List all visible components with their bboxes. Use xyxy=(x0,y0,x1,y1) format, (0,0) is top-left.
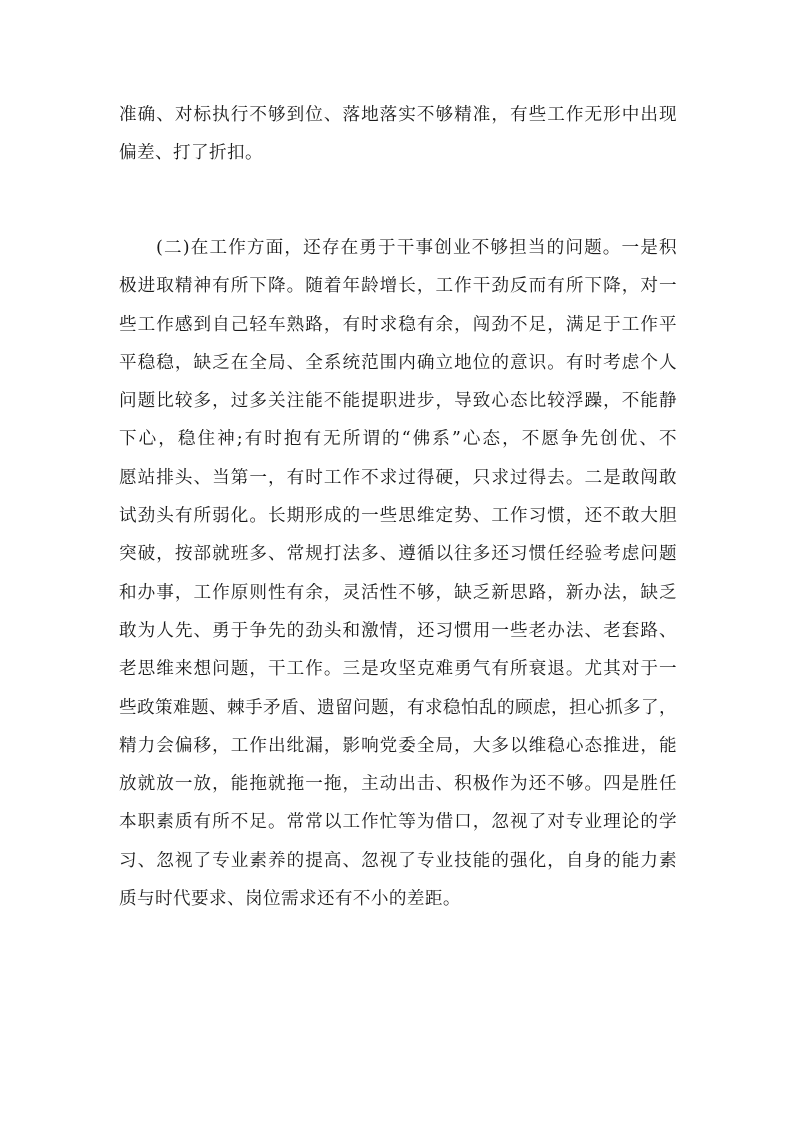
text-line: 老思维来想问题，干工作。三是攻坚克难勇气有所衰退。尤其对于一 xyxy=(119,659,677,680)
text-line: (二)在工作方面，还存在勇于干事创业不够担当的问题。一是积 xyxy=(156,238,677,258)
paragraph-work-aspect xyxy=(119,229,677,918)
text-line: 愿站排头、当第一，有时工作不求过得硬，只求过得去。二是敢闯敢 xyxy=(119,467,677,488)
text-line: 质与时代要求、岗位需求还有不小的差距。 xyxy=(119,889,461,910)
text-line: 试劲头有所弱化。长期形成的一些思维定势、工作习惯，还不敢大胆 xyxy=(119,506,677,527)
text-line: 些工作感到自己轻车熟路，有时求稳有余，闯劲不足，满足于工作平 xyxy=(119,314,677,335)
text-line: 精力会偏移，工作出纰漏，影响党委全局，大多以维稳心态推进，能 xyxy=(119,735,677,756)
text-line: 和办事，工作原则性有余，灵活性不够，缺乏新思路，新办法，缺乏 xyxy=(119,582,677,603)
text-line: 平稳稳，缺乏在全局、全系统范围内确立地位的意识。有时考虑个人 xyxy=(119,352,677,373)
paragraph-continuation xyxy=(119,96,677,173)
text-line: 习、忽视了专业素养的提高、忽视了专业技能的强化，自身的能力素 xyxy=(119,850,677,871)
text-line: 放就放一放，能拖就拖一拖，主动出击、积极作为还不够。四是胜任 xyxy=(119,774,677,795)
text-line: 敢为人先、勇于争先的劲头和激情，还习惯用一些老办法、老套路、 xyxy=(119,620,677,641)
text-line: 些政策难题、棘手矛盾、遗留问题，有求稳怕乱的顾虑，担心抓多了， xyxy=(119,697,677,718)
text-line: 本职素质有所不足。常常以工作忙等为借口，忽视了对专业理论的学 xyxy=(119,812,677,833)
text-line: 下心，稳住神;有时抱有无所谓的“佛系”心态，不愿争先创优、不 xyxy=(119,429,677,450)
text-line: 偏差、打了折扣。 xyxy=(119,143,263,164)
text-line: 准确、对标执行不够到位、落地落实不够精准，有些工作无形中出现 xyxy=(119,105,677,125)
text-line: 突破，按部就班多、常规打法多、遵循以往多还习惯任经验考虑问题 xyxy=(119,544,677,565)
text-line: 极进取精神有所下降。随着年龄增长，工作干劲反而有所下降，对一 xyxy=(119,276,677,297)
text-line: 问题比较多，过多关注能不能提职进步，导致心态比较浮躁，不能静 xyxy=(119,391,677,412)
